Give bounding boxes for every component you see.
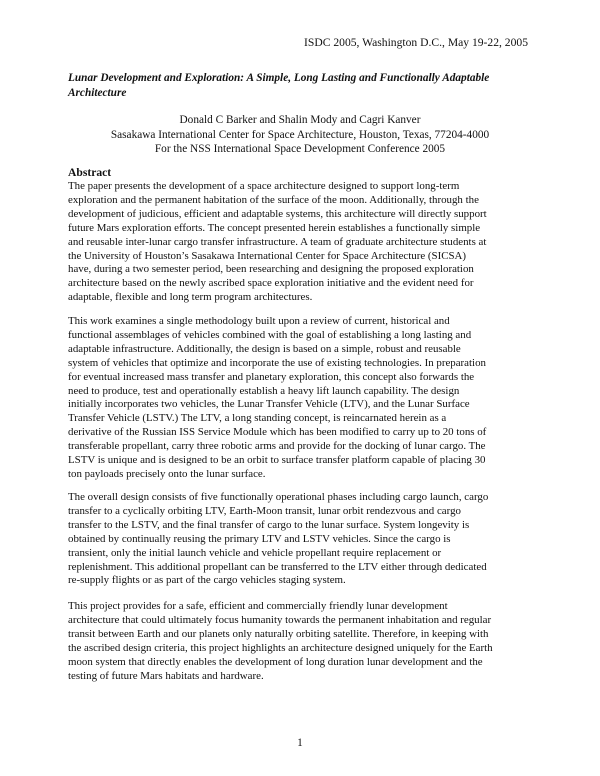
- abstract-heading: Abstract: [68, 166, 112, 179]
- text-line: architecture that could ultimately focus humanity towards the permanent inhabitation and regular: [68, 613, 492, 626]
- conference-header: ISDC 2005, Washington D.C., May 19-22, 2005: [304, 36, 528, 49]
- text-line: derivative of the Russian ISS Service Module which has been modified to carry up to 20 tons of: [68, 426, 487, 439]
- text-line: and reusable inter-lunar cargo transfer infrastructure. A team of graduate architecture students at: [68, 235, 487, 248]
- text-line: ton payloads precisely onto the lunar surface.: [68, 467, 266, 480]
- text-line: transfer to the LSTV, and the final transfer of cargo to the lunar surface. System longevity is: [68, 518, 470, 531]
- text-line: This work examines a single methodology built upon a review of current, historical and: [68, 315, 450, 327]
- body-paragraph: [68, 600, 538, 683]
- text-line: adaptable, flexible and long term program architectures.: [68, 291, 313, 304]
- text-line: testing of future Mars habitats and hardware.: [68, 669, 264, 682]
- paper-title: [68, 71, 538, 100]
- body-paragraph: [68, 315, 538, 482]
- body-paragraph: [68, 491, 538, 588]
- text-line: exploration and the permanent habitation of the surface of the moon. Additionally, through the: [68, 193, 479, 206]
- text-line: system of vehicles that optimize and incorporate the use of existing technologies. In preparation: [68, 356, 486, 369]
- conference-venue: For the NSS International Space Development Conference 2005: [154, 143, 446, 155]
- text-line: adaptable infrastructure. Additionally, the design is based on a simple, robust and reusable: [68, 342, 461, 355]
- paper-title-line: Architecture: [68, 86, 127, 99]
- abstract-paragraph: [68, 180, 538, 305]
- text-line: The paper presents the development of a space architecture designed to support long-term: [68, 180, 460, 192]
- text-line: initially incorporates two vehicles, the Lunar Transfer Vehicle (LTV), and the Lunar Surface: [68, 398, 470, 411]
- text-line: transient, only the initial launch vehicle and vehicle propellant require replacement or: [68, 546, 442, 559]
- text-line: re-supply flights or as part of the cargo vehicles staging system.: [68, 574, 346, 587]
- text-line: The overall design consists of five functionally operational phases including cargo launch, cargo: [68, 491, 489, 503]
- text-line: functional assemblages of vehicles combined with the goal of establishing a long lasting and: [68, 328, 472, 341]
- text-line: transferable propellant, carry three robotic arms and provide for the docking of lunar cargo. The: [68, 440, 486, 453]
- text-line: transit between Earth and our planets only naturally orbiting satellite. Therefore, in keeping with: [68, 627, 489, 640]
- paper-title-line: Lunar Development and Exploration: A Simple, Long Lasting and Functionally Adaptable: [68, 72, 490, 84]
- author-block: [60, 113, 540, 157]
- author-affiliation: Sasakawa International Center for Space Architecture, Houston, Texas, 77204-4000: [110, 128, 490, 141]
- text-line: future Mars exploration efforts. The concept presented herein establishes a functionally simple: [68, 221, 481, 234]
- text-line: development of judicious, efficient and adaptable systems, this architecture will directly support: [68, 207, 487, 220]
- page-number: 1: [297, 737, 303, 749]
- text-line: have, during a two semester period, been researching and designing the proposed exploration: [68, 263, 474, 276]
- text-line: replenishment. This additional propellant can be transferred to the LTV either through dedicated: [68, 560, 487, 573]
- text-line: Transfer Vehicle (LSTV.) The LTV, a long standing concept, is reincarnated herein as a: [68, 412, 447, 425]
- text-line: LSTV is unique and is designed to be an orbit to surface transfer platform capable of placing 30: [68, 454, 486, 467]
- text-line: This project provides for a safe, efficient and commercially friendly lunar development: [68, 600, 448, 612]
- text-line: transfer to a cyclically orbiting LTV, Earth-Moon transit, lunar orbit rendezvous and cargo: [68, 504, 461, 517]
- text-line: obtained by continually reusing the primary LTV and LSTV vehicles. Since the cargo is: [68, 532, 451, 545]
- text-line: need to produce, test and operationally establish a heavy lift launch capability. The design: [68, 384, 460, 397]
- text-line: the University of Houston’s Sasakawa International Center for Space Architecture (SICSA): [68, 249, 467, 262]
- author-names: Donald C Barker and Shalin Mody and Cagri Kanver: [179, 114, 421, 126]
- text-line: for eventual increased mass transfer and planetary exploration, this concept also forwards the: [68, 370, 475, 383]
- text-line: architecture based on the newly ascribed space exploration initiative and the evident need for: [68, 277, 474, 290]
- text-line: moon system that directly enables the development of long duration lunar development and the: [68, 655, 483, 668]
- text-line: the ascribed design criteria, this project highlights an architecture designed uniquely for the Earth: [68, 641, 493, 654]
